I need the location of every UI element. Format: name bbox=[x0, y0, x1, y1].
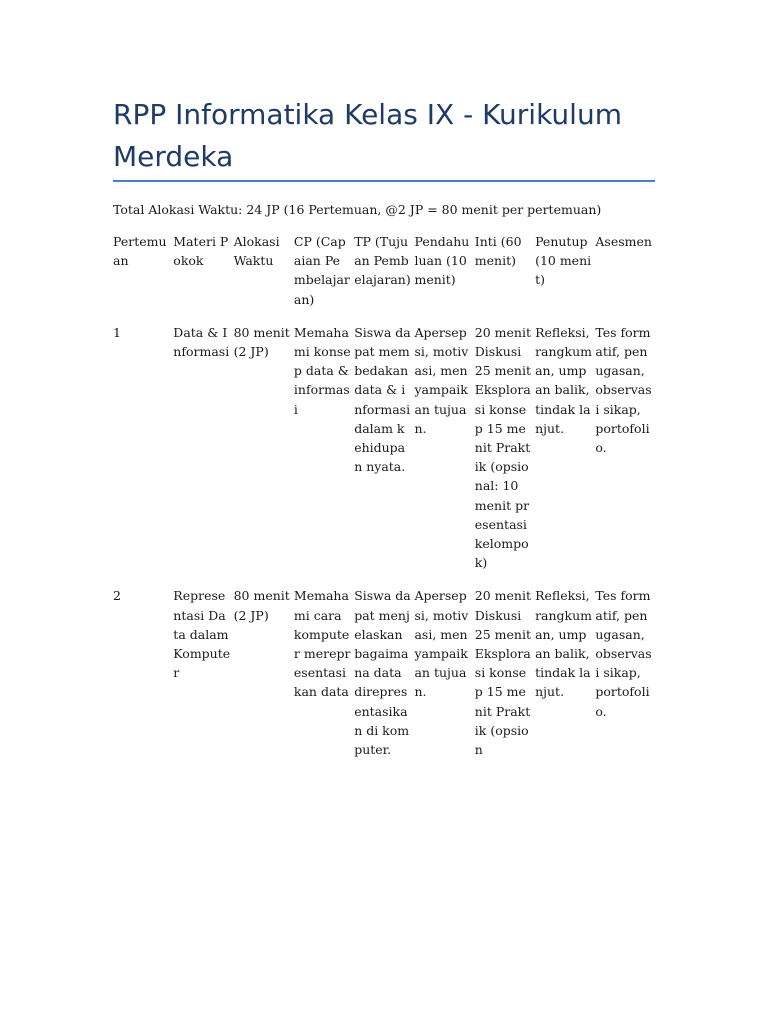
cell-pertemuan: 1 bbox=[113, 324, 121, 340]
cell-asesmen: Tes formatif, penugasan, observasi sikap, portofolio. bbox=[595, 588, 652, 719]
cell-tp: Siswa dapat membedakan data & informasi dalam kehidupan nyata. bbox=[354, 324, 411, 475]
header-materi: Materi Pokok bbox=[173, 234, 229, 269]
header-penutup: Penutup (10 menit) bbox=[535, 234, 592, 288]
cell-cp: Memahami cara komputer merepresentasikan data bbox=[293, 588, 351, 700]
time-allocation-text: Total Alokasi Waktu: 24 JP (16 Pertemuan, @2 JP = 80 menit per pertemuan) bbox=[113, 202, 602, 217]
table-row bbox=[113, 323, 656, 587]
cell-asesmen: Tes formatif, penugasan, observasi sikap, portofolio. bbox=[595, 324, 652, 456]
header-tp: TP (Tujuan Pembelajaran) bbox=[354, 234, 411, 288]
cell-penutup: Refleksi, rangkuman, umpan balik, tindak lanjut. bbox=[535, 324, 593, 436]
table-row bbox=[113, 586, 656, 773]
header-inti: Inti (60 menit) bbox=[474, 234, 522, 269]
header-cp: CP (Capaian Pembelajaran) bbox=[293, 234, 350, 307]
cell-pertemuan: 2 bbox=[113, 588, 121, 604]
cell-cp: Memahami konsep data & informasi bbox=[293, 324, 351, 417]
header-asesmen: Asesmen bbox=[595, 234, 652, 249]
cell-pendahuluan: Apersepsi, motivasi, menyampaikan tujuan. bbox=[414, 588, 469, 700]
page-title: RPP Informatika Kelas IX - Kurikulum Merdeka bbox=[113, 98, 622, 173]
table-header-row bbox=[113, 232, 656, 323]
cell-tp: Siswa dapat menjelaskan bagaimana data direpresentasikan di komputer. bbox=[354, 588, 411, 758]
title-divider bbox=[113, 180, 655, 182]
cell-materi: Representasi Data dalam Komputer bbox=[173, 588, 231, 681]
cell-materi: Data & Informasi bbox=[173, 324, 230, 360]
cell-inti: 20 menit Diskusi 25 menit Eksplorasi konsep 15 menit Praktik (opsion bbox=[474, 588, 531, 758]
cell-alokasi: 80 menit (2 JP) bbox=[233, 324, 290, 360]
lesson-plan-table bbox=[113, 232, 656, 773]
cell-alokasi: 80 menit (2 JP) bbox=[233, 588, 290, 623]
header-pendahuluan: Pendahuluan (10 menit) bbox=[414, 234, 470, 288]
cell-inti: 20 menit Diskusi 25 menit Eksplorasi konsep 15 menit Praktik (opsional: 10 menit presentasi kelompok) bbox=[474, 324, 531, 571]
header-pertemuan: Pertemuan bbox=[113, 234, 167, 269]
cell-penutup: Refleksi, rangkuman, umpan balik, tindak lanjut. bbox=[535, 588, 593, 700]
header-alokasi: Alokasi Waktu bbox=[233, 234, 280, 269]
cell-pendahuluan: Apersepsi, motivasi, menyampaikan tujuan. bbox=[414, 324, 469, 436]
